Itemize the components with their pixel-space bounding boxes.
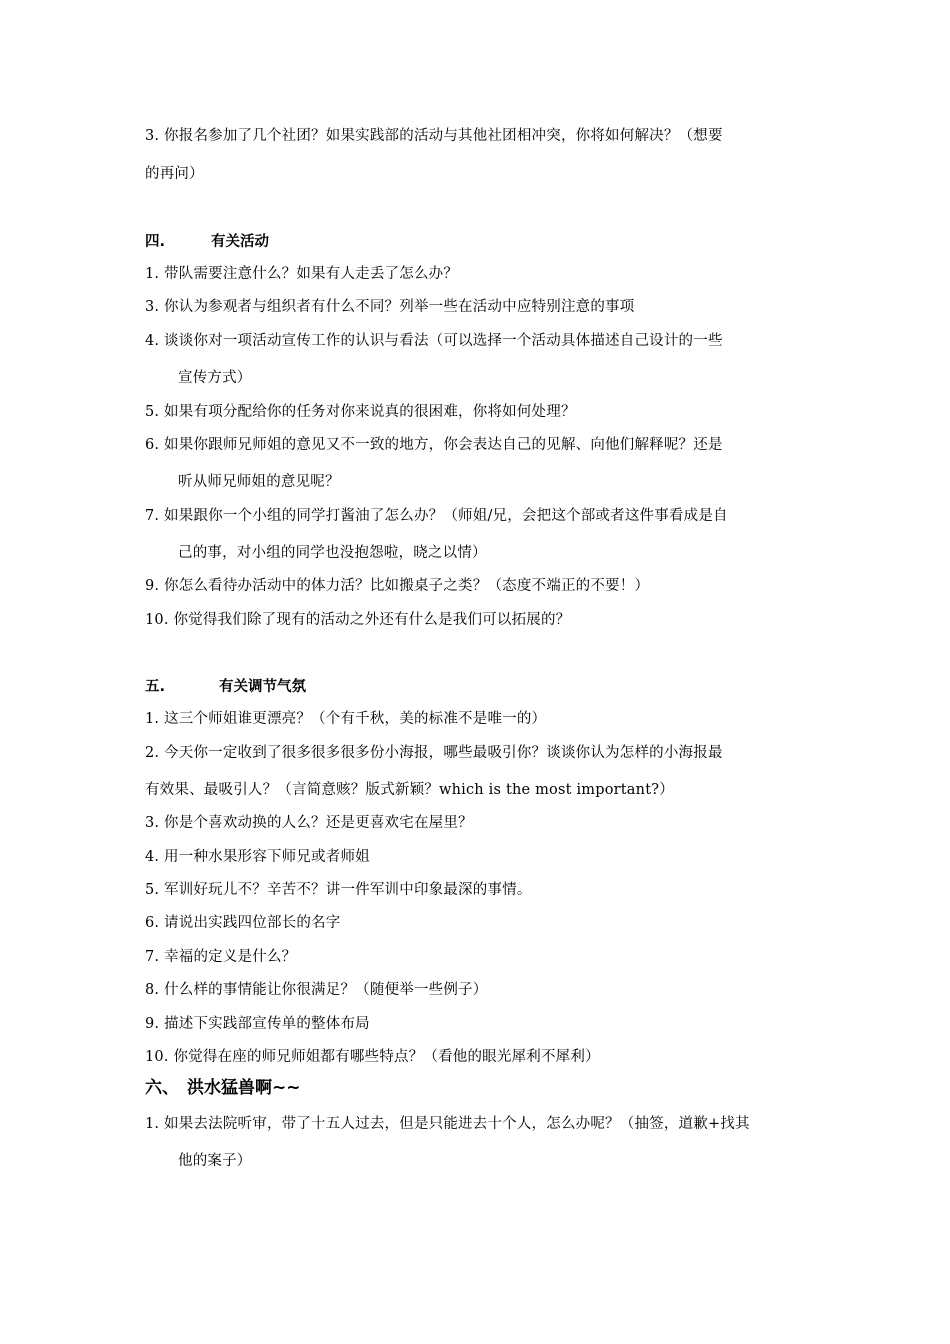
section-title: 有关调节气氛 (219, 679, 306, 695)
question-text: 的再问） (145, 166, 204, 182)
section-number: 五. (145, 679, 166, 695)
question-text: 他的案子） (178, 1153, 252, 1169)
question-text: 己的事，对小组的同学也没抱怨啦，晓之以情） (178, 545, 487, 561)
question-text: 听从师兄师姐的意见呢？ (178, 474, 340, 490)
question-text: 4. 用一种水果形容下师兄或者师姐 (145, 849, 370, 865)
question-text: 9. 描述下实践部宣传单的整体布局 (145, 1016, 370, 1032)
question-text: 宣传方式） (178, 370, 252, 386)
question-text: 6. 如果你跟师兄师姐的意见又不一致的地方，你会表达自己的见解、向他们解释呢？还是 (145, 437, 723, 453)
question-text: 9. 你怎么看待办活动中的体力活？比如搬桌子之类？（态度不端正的不要！） (145, 578, 650, 594)
section-heading-6 (145, 1078, 301, 1098)
section-number: 六、 (145, 1078, 179, 1098)
question-text: 3. 你报名参加了几个社团？如果实践部的活动与其他社团相冲突，你将如何解决？（想要 (145, 128, 723, 144)
section-title: 有关活动 (211, 234, 269, 250)
question-text: 8. 什么样的事情能让你很满足？（随便举一些例子） (145, 982, 488, 998)
question-text: 10. 你觉得我们除了现有的活动之外还有什么是我们可以拓展的？ (145, 612, 571, 628)
question-text: 7. 幸福的定义是什么？ (145, 949, 297, 965)
question-text: 3. 你是个喜欢动换的人么？还是更喜欢宅在屋里？ (145, 815, 473, 831)
question-text: 2. 今天你一定收到了很多很多很多份小海报，哪些最吸引你？谈谈你认为怎样的小海报最 (145, 745, 723, 761)
question-text: 1. 这三个师姐谁更漂亮？（个有千秋，美的标准不是唯一的） (145, 711, 547, 727)
question-text: 有效果、最吸引人？（言简意赅？版式新颖？which is the most important?） (145, 782, 674, 798)
question-text: 5. 军训好玩儿不？辛苦不？讲一件军训中印象最深的事情。 (145, 882, 532, 898)
question-text: 5. 如果有项分配给你的任务对你来说真的很困难，你将如何处理？ (145, 404, 576, 420)
section-title: 洪水猛兽啊~~ (187, 1078, 301, 1098)
question-text: 10. 你觉得在座的师兄师姐都有哪些特点？（看他的眼光犀利不犀利） (145, 1049, 600, 1065)
question-text: 1. 带队需要注意什么？如果有人走丢了怎么办？ (145, 266, 459, 282)
question-text: 1. 如果去法院听审，带了十五人过去，但是只能进去十个人，怎么办呢？（抽签，道歉+找其 (145, 1116, 750, 1132)
section-number: 四. (145, 234, 166, 250)
question-text: 7. 如果跟你一个小组的同学打酱油了怎么办？（师姐/兄，会把这个部或者这件事看成是自 (145, 508, 728, 524)
question-text: 4. 谈谈你对一项活动宣传工作的认识与看法（可以选择一个活动具体描述自己设计的一些 (145, 333, 723, 349)
question-text: 3. 你认为参观者与组织者有什么不同？列举一些在活动中应特别注意的事项 (145, 299, 635, 315)
section-heading-4 (145, 232, 269, 252)
question-text: 6. 请说出实践四位部长的名字 (145, 915, 341, 931)
section-heading-5 (145, 677, 306, 697)
